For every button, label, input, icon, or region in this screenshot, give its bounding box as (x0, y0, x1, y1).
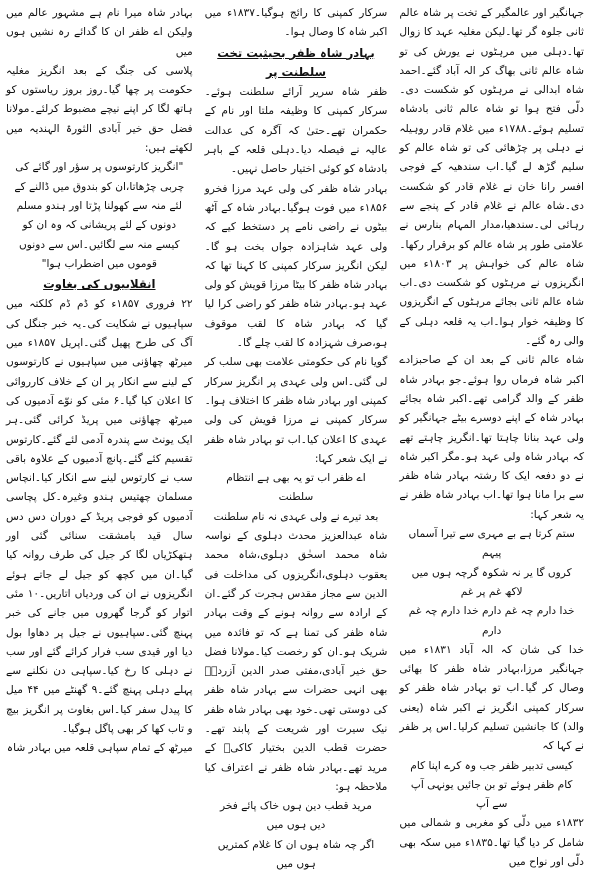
paragraph: ۲۲ فروری ۱۸۵۷ء کو ڈم ڈم کلکتہ میں سپاہیوں نے شکایت کی۔یہ خبر جنگل کی آگ کی طرح پھیل گئی۔اپریل ۱۸۵۷ء میں میرٹھ چھاؤنی میں سپاہیوں نے کارتوسوں کے لینے سے انکار پر ان کے خلاف کارروائی کا اعلان کیا گیا۔۶ مئی کو نوّے آدمیوں کی میرٹھ چھاؤنی میں پریڈ کرائی گئی۔ہر ایک یونٹ سے پندرہ آدمی لئے گئے۔کارتوس تقسیم کئے گئے۔پانچ آدمیوں کے علاوہ باقی سب نے کارتوس لینے سے انکار کیا۔انچاس مسلمان چھتیس ہندو وغیرہ۔کل پچاسی آدمیوں کو فوجی پریڈ کے دوران دس دس سال قید بامشقت سنائی گئی اور ہتھکڑیاں لگا کر جیل کی طرف روانہ کیا گیا۔ان میں کچھ کو جیل لے جاتے ہوئے انگریزوں نے ان کی وردیاں اتاریں۔۱۰ مئی اتوار کو گرجا گھروں میں جانے کی خبر پہنچ گئی۔سپاہیوں نے جیل پر دھاوا بول دیا اور قیدی سب فرار کرائے گئے اور سب نے دہلی کا رخ کیا۔سپاہی دن نکلنے سے پہلے دہلی پہنچ گئے۔۹ گھنٹے میں ۴۴ میل کا پیدل سفر کیا۔اس بغاوت پر انگریز بیچ و تاب کھا کر بھی پاگل ہوگیا۔ (6, 298, 193, 735)
verse-line: بعد تیرے نے ولی عہدی نہ نام سلطنت (213, 510, 379, 523)
paragraph: پلاسی کی جنگ کے بعد انگریز مغلیہ حکومت پر چھا گیا۔روز بروز ریاستوں کو ہاتھ لگا کر اپنے نیچے مضبوط کرلئے۔مولانا فضل حق خیر آبادی الثورۃ الہندیہ میں لکھتے ہیں: (6, 64, 193, 155)
text-column-right (391, 4, 584, 869)
paragraph: بہادر شاہ میرا نام ہے مشہور عالم میں ولیکن اے ظفر ان کا گدائے رہ نشیں ہوں میں (6, 7, 193, 58)
text-column-middle (199, 4, 392, 871)
paragraph: بہادر شاہ ظفر کی ولی عہد مرزا فخرو ۱۸۵۶ء میں فوت ہوگیا۔بہادر شاہ کے آٹھ بیٹوں نے راضی نامے پر دستخط کیے کہ ولی عہد شاہزادہ جواں بخت ہو گا۔لیکن انگریز سرکار کمپنی کا کہنا تھا کہ بہادر شاہ ظفر کا بیٹا مرزا قویش کو ولی عہد ہو۔بہادر شاہ ظفر کو راضی کرا لیا گیا کہ بہادر شاہ کا لقب موقوف ہو،صرف شہزادہ کا لقب چلے گا۔ (204, 182, 388, 350)
paragraph: ظفر شاہ سریر آرائے سلطنت ہوئے۔سرکار کمپنی کا وظیفہ ملتا اور نام کے حکمران تھے۔حتیٰ کہ آگرہ کی عدالت عالیہ نے فیصلہ دیا۔دہلی قلعہ کے باہر بادشاہ کو کوئی اختیار حاصل نہیں۔ (204, 86, 388, 176)
verse-line: خدا دارم چہ غم دارم خدا دارم چہ غم دارم (408, 605, 575, 637)
paragraph: شاہ عالم ثانی کے بعد ان کے صاحبزادے اکبر شاہ فرماں روا ہوئے۔جو بہادر شاہ ظفر کے والد گرامی تھے۔اکبر شاہ بجائے بہادر شاہ کے اپنے دوسرے بیٹے جہانگیر کو ولی عہد بنانا چاہتا تھا۔انگریز چاہتے تھے کہ بہادر شاہ ولی عہد ہو۔مگر اکبر شاہ نے دو دفعہ ایک کا رشتہ بہادر شاہ ظفر سے برا مانا ہوا تھا۔اب بہادر شاہ ظفر نے یہ شعر کہا: (399, 354, 584, 521)
paragraph: میرٹھ کے تمام سپاہی قلعہ میں بہادر شاہ (6, 742, 193, 755)
paragraph: گویا نام کی حکومتی علامت بھی سلب کر لی گئی۔اس ولی عہدی پر انگریز سرکار کمپنی اور بہادر شاہ ظفر کا اختلاف ہوا۔سرکار کمپنی نے مرزا قویش کی ولی عہدی کا اعلان کیا۔اب تو بہادر شاہ ظفر نے ایک شعر کہا: (204, 356, 388, 465)
verse-line: کروں گا یر نہ شکوہ گرچہ ہوں میں لاکھ غم پر غم (411, 566, 572, 598)
verse-line: کام ظفر ہوئے تو بن جائیں یونہی آپ سے آپ (410, 778, 573, 811)
paragraph: جہانگیر اور عالمگیر کے تخت پر شاہ عالم ثانی جلوہ گر تھا۔لیکن مغلیہ عہد کا زوال تھا۔دہلی میں مرہٹوں نے یورش کی تو شاہ عالم ثانی بھاگ کر الہ آباد گئے۔احمد شاہ ابدالی نے مرہٹوں کو شکست دی۔دلّی فتح ہوا تو شاہ عالم ثانی بادشاہ تسلیم ہوئے۔۱۷۸۸ء میں غلام قادر روہیلہ نے دہلی پر چڑھائی کی تو شاہ عالم کو سلیم گڑھ لے گیا۔اب سندھیہ کے فوجی افسر رانا خان نے غلام قادر کو شکست دی۔شاہ عالم نے غلام قادر کے پنجے سے رہائی لی۔سندھیا،مدار المہام بنارس نے علامتی طور پر شاہ عالم کو برقرار رکھا۔شاہ عالم کی خواہش پر ۱۸۰۳ء میں انگریزوں نے مرہٹوں کو شکست دی۔اب شاہ عالم ثانی بجائے مرہٹوں کے انگریزوں کا وظیفہ خوار ہوا۔اب یہ قلعہ دہلی کے والی رہ گئے۔ (399, 7, 584, 348)
verse-line: اے ظفر اب تو یہ بھی ہے انتظام سلطنت (226, 472, 366, 504)
paragraph: سرکار کمپنی کا رائج ہوگیا۔۱۸۳۷ء میں اکبر شاہ کا وصال ہوا۔ (204, 7, 388, 39)
verse-line: اگر چہ شاہ ہوں ان کا غلام کمتریں ہوں میں (217, 838, 375, 871)
paragraph: شاہ عبدالعزیز محدث دہلوی کے نواسہ شاہ محمد اسحٰق دہلوی،شاہ محمد یعقوب دہلوی،انگریزوں کی مداخلت فی الدین سے مجاز مقدس ہجرت کر گئے۔ان کے ارادہ سے روانہ ہونے کے وقت بہادر شاہ ظفر کی تمنا ہے کہ تو فائدہ میں شریک ہو۔ان کو رخصت کیا۔مولانا فضل حق خیر آبادی،مفتی صدر الدین آزردہؔ بھی انہی حضرات سے بہادر شاہ ظفر کی دوستی تھی۔خود بھی بہادر شاہ ظفر نیک سیرت اور شریعت کے پابند تھے۔حضرت قطب الدین بختیار کاکیؒ کے مرید تھے۔بہادر شاہ ظفر نے اعتراف کیا ملاحظہ ہو: (204, 530, 388, 793)
section-heading: بہادر شاہ ظفر بحیثیت تخت سلطنت پر (217, 45, 375, 79)
section-heading: انقلابیوں کی بغاوت (43, 277, 156, 292)
paragraph: ۱۸۳۲ء میں دلّی کو مغربی و شمالی میں شامل کر دیا گیا تھا۔۱۸۳۵ء میں سکہ بھی دلّی اور نواح میں (399, 817, 584, 869)
verse-line: "انگریز کارتوسوں پر سؤر اور گائے کی چربی چڑھاتا،ان کو بندوق میں ڈالنے کے لئے منہ سے کھولنا پڑتا اور ہندو مسلم دونوں کے لئے پریشانی کہ وہ ان کو کیسے منہ سے لگائیں۔اس سے دونوں قوموں میں اضطراب ہوا" (14, 161, 185, 270)
paragraph: خدا کی شان کہ الہ آباد ۱۸۳۱ء میں جہانگیر مرزا،بہادر شاہ ظفر کا بھائی وصال کر گیا۔اب تو بہادر شاہ ظفر کو سرکار کمپنی انگریز نے اکبر شاہ (یعنی والد) کا جانشین تسلیم کرلیا۔اس پر ظفر نے کہا کہ (399, 643, 584, 753)
verse-line: ستم کرتا ہے بے مہری سے تیرا آسماں پیہم (408, 528, 575, 560)
verse-line: مرید قطب دین ہوں خاک پائے فخر دیں ہوں میں (220, 800, 372, 832)
verse-line: کیسی تدبیر ظفر جب وہ کرے اپنا کام (410, 759, 574, 772)
text-column-left (6, 4, 199, 796)
